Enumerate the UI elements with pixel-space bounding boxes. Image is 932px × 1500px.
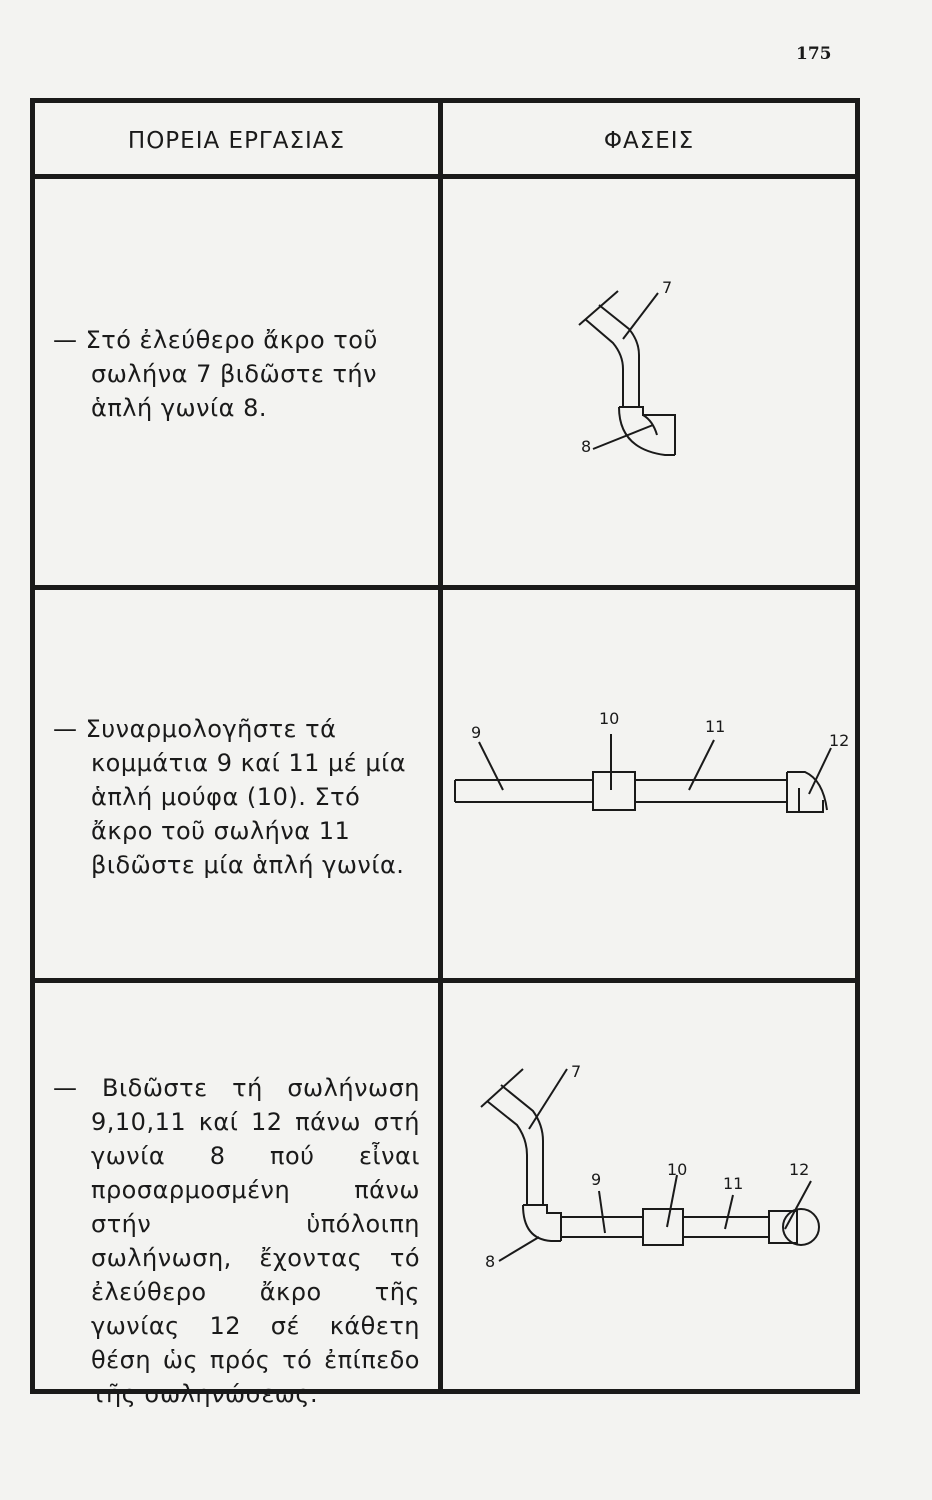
coupling-10	[643, 1209, 683, 1245]
leader-9	[479, 742, 503, 790]
label-8: 8	[581, 437, 592, 456]
label-12: 12	[829, 731, 850, 750]
step-3-text: — Βιδῶστε τή σωλήνωση 9,10,11 καί 12 πάνω στή γωνία 8 πού εἶναι προσαρμοσμένη πάνω στήν ὑπόλοιπη σωλήνωση, ἔχοντας τό ἐλεύθερο ἄκρο τῆς γωνίας 12 σέ κάθετη θέση ὡς πρός τό ἐπίπεδο τῆς σωληνώσεως.	[53, 1074, 420, 1408]
leader-8	[499, 1237, 539, 1261]
step-1-text: — Στό ἐλεύθερο ἄκρο τοῦ σωλήνα 7 βιδῶστε τήν ἁπλή γωνία 8.	[53, 326, 378, 422]
step-2-text: — Συναρμολογῆστε τά κομμάτια 9 καί 11 μέ μία ἁπλή μούφα (10). Στό ἄκρο τοῦ σωλήνα 11 βιδῶστε μία ἁπλή γωνία.	[53, 715, 407, 879]
label-11: 11	[705, 717, 726, 736]
pipe-7	[481, 1069, 543, 1205]
label-8: 8	[485, 1252, 496, 1271]
leader-9	[599, 1191, 605, 1233]
label-7: 7	[662, 278, 673, 297]
label-9: 9	[471, 723, 482, 742]
label-10: 10	[599, 709, 620, 728]
leader-7	[529, 1069, 567, 1129]
elbow-12	[787, 772, 827, 812]
elbow-8	[523, 1205, 561, 1241]
worksheet-table	[30, 98, 860, 1408]
step-2-diagram	[443, 590, 855, 978]
header-procedure: ΠΟΡΕΙΑ ΕΡΓΑΣΙΑΣ	[127, 128, 346, 154]
page-number: 175	[796, 44, 832, 64]
label-12: 12	[789, 1160, 810, 1179]
label-9: 9	[591, 1170, 602, 1189]
label-7: 7	[571, 1062, 582, 1081]
pipe-9	[455, 780, 593, 802]
pipe-7	[579, 291, 639, 407]
header-phases: ΦΑΣΕΙΣ	[603, 128, 695, 154]
pipe-9	[561, 1217, 643, 1237]
elbow-8	[619, 407, 675, 455]
label-11: 11	[723, 1174, 744, 1193]
leader-7	[623, 293, 658, 339]
leader-11	[725, 1195, 733, 1229]
label-10: 10	[667, 1160, 688, 1179]
coupling-10	[593, 772, 635, 810]
step-3-diagram	[443, 983, 855, 1389]
leader-11	[689, 740, 714, 790]
pipe-11	[635, 780, 787, 802]
step-1-diagram	[443, 179, 855, 585]
